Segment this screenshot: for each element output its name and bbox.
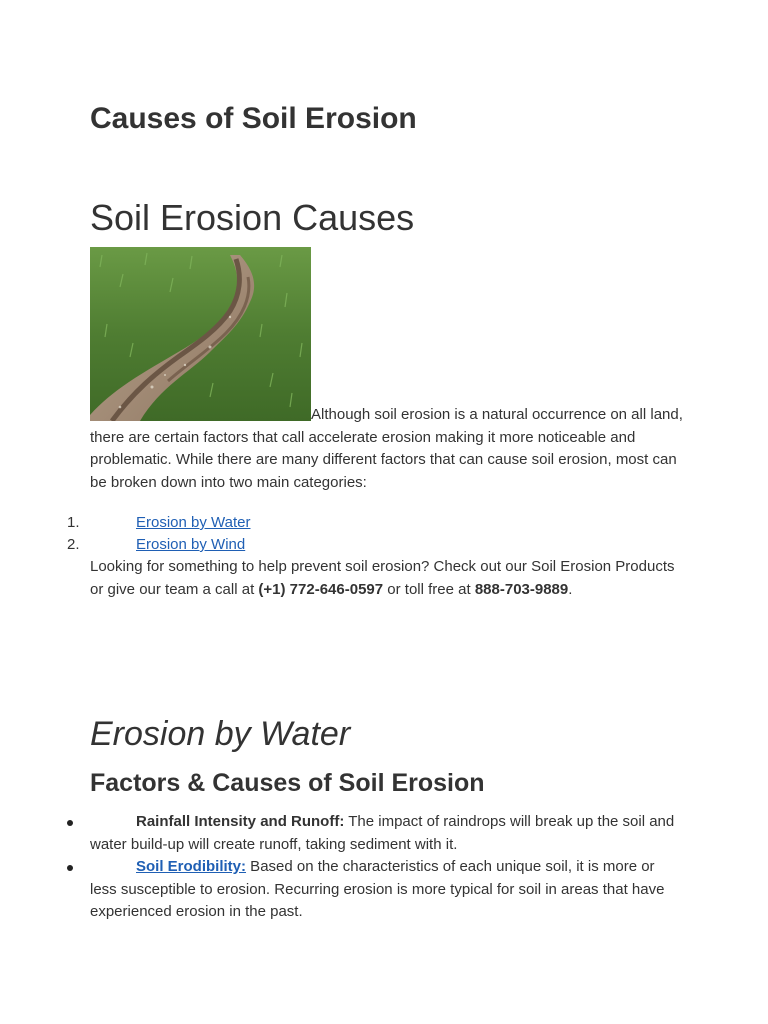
list-item <box>0 534 768 556</box>
eroded-field-photo <box>90 247 311 421</box>
phone-number: (+1) 772-646-0597 <box>258 580 384 598</box>
factors-list <box>0 811 768 924</box>
toll-free-number: 888-703-9889 <box>474 580 569 598</box>
cta-text-middle: or toll free at <box>383 580 475 598</box>
bullet-icon <box>67 820 73 826</box>
list-item <box>0 856 680 924</box>
link-erosion-by-wind[interactable]: Erosion by Wind <box>136 536 246 553</box>
list-item <box>0 811 680 856</box>
list-number: 2. <box>67 536 80 553</box>
intro-paragraph <box>90 404 690 494</box>
image-text-gap <box>90 404 311 422</box>
link-soil-erodibility[interactable]: Soil Erodibility: <box>136 858 247 875</box>
factor-text: Based on the characteristics of each unique soil, it is more or less susceptible to erosion. Recurring erosion is more typical for soil in areas that have experienced erosion in the past. <box>90 858 665 920</box>
factor-text: The impact of raindrops will break up the soil and water build-up will create runoff, taking sediment with it. <box>90 813 675 853</box>
bullet-icon <box>67 865 73 871</box>
water-heading: Erosion by Water <box>90 715 351 753</box>
page-title: Causes of Soil Erosion <box>90 102 417 135</box>
link-erosion-by-water[interactable]: Erosion by Water <box>136 514 251 531</box>
contact-paragraph <box>90 556 690 601</box>
list-item <box>0 512 768 534</box>
cta-text: Looking for something to help prevent soil erosion? Check out our Soil Erosion Products or give our team a call at <box>90 558 675 598</box>
section-heading: Soil Erosion Causes <box>90 197 415 238</box>
factor-term: Rainfall Intensity and Runoff: <box>136 813 345 830</box>
intro-text: Although soil erosion is a natural occurrence on all land, there are certain factors that call accelerate erosion making it more noticeable and problematic. While there are many different factors that can cause soil erosion, most can be broken down into two main categories: <box>90 406 683 491</box>
factors-heading: Factors & Causes of Soil Erosion <box>90 769 485 797</box>
categories-list <box>0 512 768 556</box>
cta-text-end: . <box>568 580 573 598</box>
list-number: 1. <box>67 514 80 531</box>
